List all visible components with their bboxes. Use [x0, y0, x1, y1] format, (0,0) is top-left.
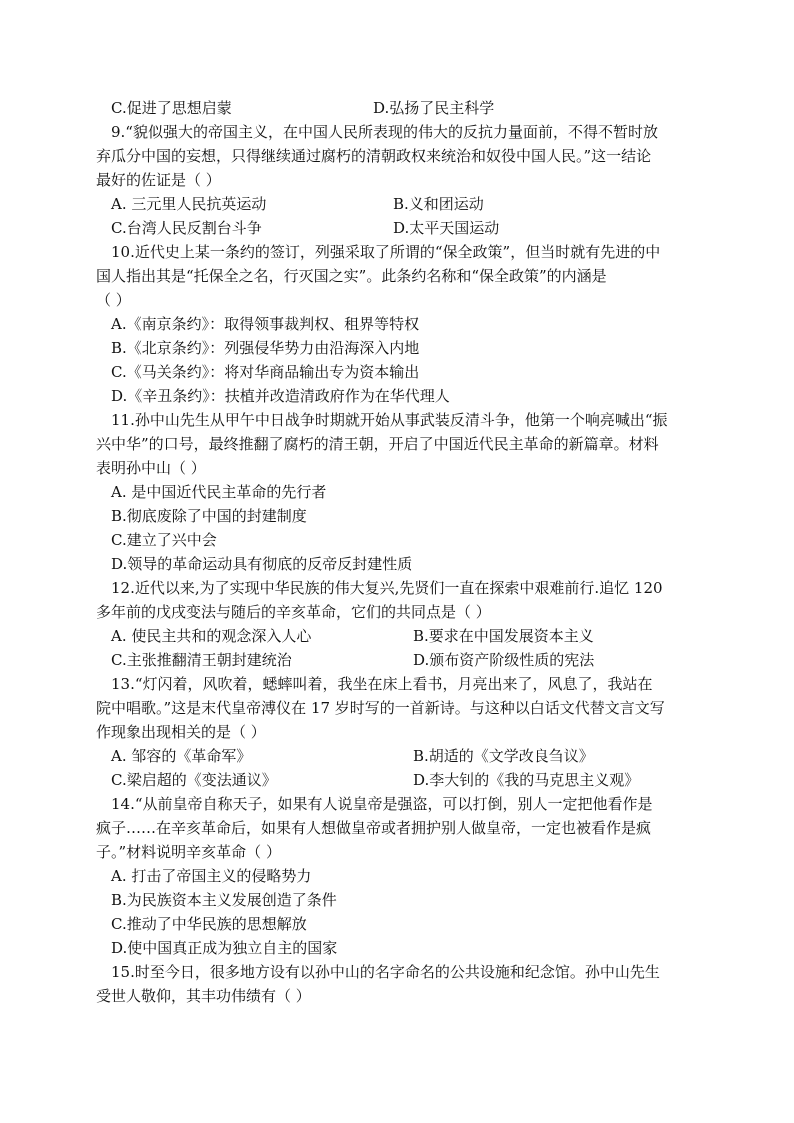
question-11	[96, 408, 702, 576]
option-d: D.《辛丑条约》：扶植并改造清政府作为在华代理人	[111, 387, 450, 405]
option-c: C.梁启超的《变法通议》	[111, 771, 277, 789]
option-c: C.促进了思想启蒙	[111, 99, 232, 117]
option-row	[111, 648, 702, 672]
question-text: 9.“貌似强大的帝国主义，在中国人民所表现的伟大的反抗力量面前，不得不暂时放	[111, 123, 658, 141]
prev-question-options	[96, 96, 702, 120]
option-d: D.太平天国运动	[393, 219, 500, 237]
question-text: 表明孙中山（ ）	[96, 459, 206, 477]
option-c: C.台湾人民反割台斗争	[111, 219, 262, 237]
question-9	[96, 120, 702, 240]
question-text: 12.近代以来,为了实现中华民族的伟大复兴,先贤们一直在探索中艰难前行.追忆 120	[111, 579, 663, 597]
question-text: 兴中华”的口号，最终推翻了腐朽的清王朝，开启了中国近代民主革命的新篇章。材料	[96, 435, 659, 453]
question-12	[96, 576, 702, 672]
question-text: 14.“从前皇帝自称天子，如果有人说皇帝是强盗，可以打倒，别人一定把他看作是	[111, 795, 653, 813]
question-text: 多年前的戊戌变法与随后的辛亥革命，它们的共同点是（ ）	[96, 603, 491, 621]
option-a: A.《南京条约》：取得领事裁判权、租界等特权	[111, 315, 420, 333]
question-text: 弃瓜分中国的妄想，只得继续通过腐朽的清朝政权来统治和奴役中国人民。”这一结论	[96, 147, 652, 165]
question-text: 国人指出其是“托保全之名，行灭国之实”。此条约名称和“保全政策”的内涵是	[96, 267, 607, 285]
option-row	[111, 96, 702, 120]
question-text: 院中唱歌。”这是末代皇帝溥仪在 17 岁时写的一首新诗。与这种以白话文代替文言文写	[96, 699, 665, 717]
options	[96, 192, 702, 240]
option-row	[111, 744, 702, 768]
option-row	[111, 768, 702, 792]
option-row	[111, 192, 702, 216]
question-text: 疯子……在辛亥革命后，如果有人想做皇帝或者拥护别人做皇帝，一定也被看作是疯	[96, 819, 652, 837]
question-14	[96, 792, 702, 960]
question-text: 子。”材料说明辛亥革命（ ）	[96, 843, 281, 861]
question-text: 最好的佐证是（ ）	[96, 171, 221, 189]
option-c: C.建立了兴中会	[111, 531, 217, 549]
question-text: 11.孙中山先生从甲午中日战争时期就开始从事武装反清斗争，他第一个响亮喊出“振	[111, 411, 668, 429]
options	[96, 480, 702, 576]
option-c: C.《马关条约》：将对华商品输出专为资本输出	[111, 363, 420, 381]
option-a: A. 三元里人民抗英运动	[111, 195, 267, 213]
question-text: （ ）	[96, 291, 131, 309]
option-d: D.弘扬了民主科学	[373, 99, 495, 117]
option-a: A. 打击了帝国主义的侵略势力	[111, 867, 312, 885]
question-10	[96, 240, 702, 408]
option-b: B.彻底废除了中国的封建制度	[111, 507, 307, 525]
option-d: D.颁布资产阶级性质的宪法	[413, 651, 595, 669]
option-row	[111, 216, 702, 240]
option-b: B.《北京条约》：列强侵华势力由沿海深入内地	[111, 339, 420, 357]
option-a: A. 邹容的《革命军》	[111, 747, 252, 765]
exam-page	[96, 96, 702, 1008]
question-13	[96, 672, 702, 792]
option-d: D.领导的革命运动具有彻底的反帝反封建性质	[111, 555, 413, 573]
options	[96, 744, 702, 792]
option-a: A. 使民主共和的观念深入人心	[111, 627, 312, 645]
option-b: B.义和团运动	[393, 195, 484, 213]
option-row	[111, 624, 702, 648]
option-b: B.要求在中国发展资本主义	[413, 627, 594, 645]
question-text: 13.“灯闪着，风吹着，蟋蟀叫着，我坐在床上看书，月亮出来了，风息了，我站在	[111, 675, 653, 693]
question-text: 作现象出现相关的是（ ）	[96, 723, 266, 741]
option-c: C.推动了中华民族的思想解放	[111, 915, 307, 933]
options	[96, 864, 702, 960]
option-b: B.为民族资本主义发展创造了条件	[111, 891, 337, 909]
options	[96, 624, 702, 672]
question-text: 10.近代史上某一条约的签订，列强采取了所谓的“保全政策”，但当时就有先进的中	[111, 243, 661, 261]
question-15	[96, 960, 702, 1008]
options	[96, 312, 702, 408]
option-c: C.主张推翻清王朝封建统治	[111, 651, 292, 669]
option-b: B.胡适的《文学改良刍议》	[413, 747, 594, 765]
option-d: D.使中国真正成为独立自主的国家	[111, 939, 338, 957]
option-d: D.李大钊的《我的马克思主义观》	[413, 771, 640, 789]
question-text: 15.时至今日，很多地方设有以孙中山的名字命名的公共设施和纪念馆。孙中山先生	[111, 963, 660, 981]
question-text: 受世人敬仰，其丰功伟绩有（ ）	[96, 987, 311, 1005]
option-a: A. 是中国近代民主革命的先行者	[111, 483, 327, 501]
